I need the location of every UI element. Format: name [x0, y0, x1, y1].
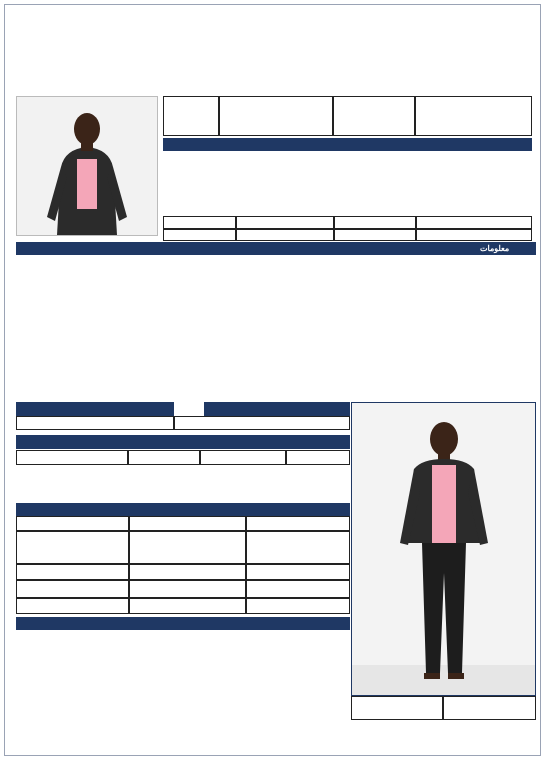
agency-cell — [163, 96, 219, 136]
full-photo-frame — [351, 402, 536, 696]
previous-col-position — [129, 516, 246, 531]
previous-empty-cell — [16, 580, 129, 598]
expiry-value — [416, 229, 532, 241]
previous-header — [16, 503, 350, 516]
height-value — [351, 696, 443, 720]
previous-empty-cell — [246, 598, 350, 614]
issue-date-value — [416, 216, 532, 229]
passport-label — [163, 216, 236, 229]
previous-empty-cell — [246, 564, 350, 580]
previous-position — [129, 531, 246, 564]
language-col-read — [286, 450, 350, 465]
source-cell — [219, 96, 333, 136]
previous-col-country — [16, 516, 129, 531]
language-header — [16, 435, 350, 449]
previous-year — [246, 531, 350, 564]
education-label — [16, 416, 174, 430]
previous-empty-cell — [129, 580, 246, 598]
previous-empty-cell — [16, 564, 129, 580]
language-col-speak — [128, 450, 200, 465]
previous-empty-cell — [129, 598, 246, 614]
contact-value — [415, 96, 532, 136]
language-col-write — [200, 450, 286, 465]
passport-value — [236, 216, 334, 229]
employment-header — [163, 138, 532, 151]
contact-label — [333, 96, 415, 136]
skills-header — [16, 617, 350, 630]
weight-value — [443, 696, 536, 720]
applicant-header — [16, 242, 536, 255]
education-header-extension — [204, 402, 350, 416]
previous-empty-cell — [129, 564, 246, 580]
previous-empty-cell — [16, 598, 129, 614]
previous-col-year — [246, 516, 350, 531]
applicant-photo-small — [16, 96, 158, 236]
previous-country — [16, 531, 129, 564]
previous-empty-cell — [246, 580, 350, 598]
full-body-photo — [352, 403, 535, 695]
expiry-label — [334, 229, 416, 241]
language-col-blank — [16, 450, 128, 465]
arabic-header-text: ﻣﻌﻠﻮﻣﺎﺕ — [480, 243, 510, 253]
issue-place-label — [163, 229, 236, 241]
issue-date-label — [334, 216, 416, 229]
education-header — [16, 402, 174, 416]
portrait-image — [17, 97, 157, 235]
issue-place-value — [236, 229, 334, 241]
education-value — [174, 416, 350, 430]
